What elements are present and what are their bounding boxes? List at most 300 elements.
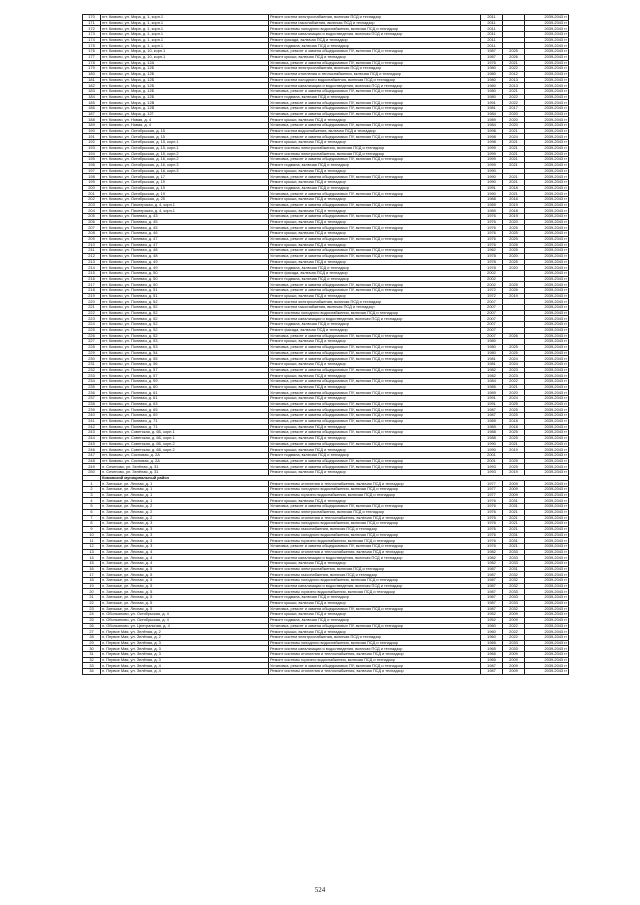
work-type-cell: Ремонт крыши, включая ПСД и технадзор bbox=[269, 600, 481, 606]
address-cell: пгт. Кимово, ул. Полевая, д. 51 bbox=[101, 293, 269, 299]
commission-year-cell: 1991 bbox=[481, 100, 503, 106]
commission-year-cell: 1978 bbox=[481, 253, 503, 259]
address-cell: пгт. Кимово, ул. Полевая, д. 47 bbox=[101, 236, 269, 242]
work-type-cell: Ремонт крыши, включая ПСД и технадзор bbox=[269, 197, 481, 203]
table-row bbox=[83, 367, 569, 373]
last-repair-year-cell: 2009 bbox=[503, 663, 525, 669]
address-cell: пгт. Кимово, ул. Новая, д. 4 bbox=[101, 123, 269, 129]
planned-period-cell: 2039-2043 гг bbox=[525, 526, 569, 532]
address-cell: п. Затишье, ул. Лесная, д. 1 bbox=[101, 487, 269, 493]
table-row bbox=[83, 652, 569, 658]
planned-period-cell: 2039-2043 гг bbox=[525, 663, 569, 669]
commission-year-cell: 1987 bbox=[481, 606, 503, 612]
last-repair-year-cell: 2020 bbox=[503, 117, 525, 123]
commission-year-cell: 2011 bbox=[481, 15, 503, 21]
commission-year-cell: 1980 bbox=[481, 350, 503, 356]
planned-period-cell: 2039-2043 гг bbox=[525, 231, 569, 237]
commission-year-cell: 2002 bbox=[481, 276, 503, 282]
last-repair-year-cell: 2033 bbox=[503, 555, 525, 561]
commission-year-cell: 2007 bbox=[481, 305, 503, 311]
planned-period-cell: 2039-2043 гг bbox=[525, 379, 569, 385]
last-repair-year-cell: 2020 bbox=[503, 123, 525, 129]
table-body-kimovo bbox=[83, 15, 569, 476]
planned-period-cell: 2039-2043 гг bbox=[525, 339, 569, 345]
address-cell: пгт. Кимово, ул. Октябрьская, д. 16, корп.3 bbox=[101, 168, 269, 174]
row-number: 227 bbox=[83, 339, 101, 345]
address-cell: пгт. Кимово, ул. Полевая, д. 49 bbox=[101, 265, 269, 271]
commission-year-cell: 1991 bbox=[481, 185, 503, 191]
table-row bbox=[83, 333, 569, 339]
table-row bbox=[83, 657, 569, 663]
commission-year-cell: 2011 bbox=[481, 37, 503, 43]
address-cell: пгт. Кимово, ул. Полевая, д. 43 bbox=[101, 214, 269, 220]
table-row bbox=[83, 447, 569, 453]
address-cell: п. Затишье, ул. Лесная, д. 5 bbox=[101, 606, 269, 612]
commission-year-cell: 1998 bbox=[481, 128, 503, 134]
planned-period-cell: 2039-2043 гг bbox=[525, 49, 569, 55]
work-type-cell: Установка, ремонт и замена общедомовых ПУ, включая ПСД и технадзор bbox=[269, 288, 481, 294]
row-number: 23 bbox=[83, 606, 101, 612]
table-row bbox=[83, 168, 569, 174]
row-number: 190 bbox=[83, 128, 101, 134]
work-type-cell: Установка, ремонт и замена общедомовых ПУ, включая ПСД и технадзор bbox=[269, 60, 481, 66]
row-number: 22 bbox=[83, 600, 101, 606]
table-row bbox=[83, 179, 569, 185]
address-cell: пгт. Кимово, ул. Октябрьская, д. 19 bbox=[101, 179, 269, 185]
address-cell: пгт. Кимово, ул. Октябрьская, д. 15, корп.2 bbox=[101, 151, 269, 157]
commission-year-cell: 1993 bbox=[481, 470, 503, 476]
work-type-cell: Ремонт системы отопления и теплоснабжения, включая ПСД и технадзор bbox=[269, 652, 481, 658]
commission-year-cell: 1960 bbox=[481, 634, 503, 640]
work-type-cell: Ремонт крыши, включая ПСД и технадзор bbox=[269, 293, 481, 299]
planned-period-cell: 2039-2043 гг bbox=[525, 561, 569, 567]
last-repair-year-cell: 2025 bbox=[503, 407, 525, 413]
address-cell: п. Первое Мая, ул. Зелёная, д. 4 bbox=[101, 663, 269, 669]
address-cell: п. Затишье, ул. Лесная, д. 1 bbox=[101, 498, 269, 504]
table-row bbox=[83, 470, 569, 476]
planned-period-cell: 2039-2043 гг bbox=[525, 179, 569, 185]
table-row bbox=[83, 396, 569, 402]
row-number: 242 bbox=[83, 424, 101, 430]
address-cell: пгт. Кимово, ул. Октябрьская, д. 15 bbox=[101, 128, 269, 134]
row-number: 205 bbox=[83, 214, 101, 220]
row-number: 192 bbox=[83, 140, 101, 146]
work-type-cell: Ремонт системы электроснабжения, включая ПСД и технадзор bbox=[269, 566, 481, 572]
commission-year-cell: 1989 bbox=[481, 202, 503, 208]
row-number: 173 bbox=[83, 32, 101, 38]
table-row bbox=[83, 617, 569, 623]
address-cell: п. Затишье, ул. Лесная, д. 4 bbox=[101, 549, 269, 555]
work-type-cell: Ремонт системы холодного водоснабжения, включая ПСД и технадзор bbox=[269, 578, 481, 584]
address-cell: пгт. Кимово, ул. Сосновая, д. 2А bbox=[101, 458, 269, 464]
address-cell: пгт. Кимово, ул. Советская, д. 6Б, корп.1 bbox=[101, 435, 269, 441]
address-cell: пгт. Кимово, ул. Полевая, д. 59 bbox=[101, 379, 269, 385]
planned-period-cell: 2039-2043 гг bbox=[525, 333, 569, 339]
last-repair-year-cell: 2021 bbox=[503, 526, 525, 532]
work-type-cell: Ремонт крыши, включая ПСД и технадзор bbox=[269, 54, 481, 60]
commission-year-cell: 1982 bbox=[481, 549, 503, 555]
table-row bbox=[83, 162, 569, 168]
row-number: 208 bbox=[83, 231, 101, 237]
commission-year-cell: 1981 bbox=[481, 106, 503, 112]
commission-year-cell: 1987 bbox=[481, 583, 503, 589]
planned-period-cell: 2039-2043 гг bbox=[525, 452, 569, 458]
last-repair-year-cell: 2009 bbox=[503, 652, 525, 658]
work-type-cell: Установка, ремонт и замена общедомовых ПУ, включая ПСД и технадзор bbox=[269, 191, 481, 197]
row-number: 9 bbox=[83, 526, 101, 532]
planned-period-cell: 2039-2043 гг bbox=[525, 197, 569, 203]
commission-year-cell: 1977 bbox=[481, 492, 503, 498]
work-type-cell: Ремонт системы электроснабжения, включая ПСД и технадзор bbox=[269, 145, 481, 151]
row-number: 231 bbox=[83, 361, 101, 367]
table-row bbox=[83, 464, 569, 470]
work-type-cell: Установка, ремонт и замена общедомовых ПУ, включая ПСД и технадзор bbox=[269, 123, 481, 129]
row-number: 233 bbox=[83, 373, 101, 379]
planned-period-cell: 2039-2043 гг bbox=[525, 151, 569, 157]
row-number: 201 bbox=[83, 191, 101, 197]
commission-year-cell: 1988 bbox=[481, 197, 503, 203]
work-type-cell: Установка, ремонт и замена общедомовых ПУ, включая ПСД и технадзор bbox=[269, 88, 481, 94]
work-type-cell: Ремонт подвала, включая ПСД и технадзор bbox=[269, 595, 481, 601]
last-repair-year-cell: 2032 bbox=[503, 606, 525, 612]
table-row bbox=[83, 663, 569, 669]
work-type-cell: Установка, ремонт и замена общедомовых ПУ, включая ПСД и технадзор bbox=[269, 413, 481, 419]
last-repair-year-cell: 2021 bbox=[503, 128, 525, 134]
row-number: 176 bbox=[83, 49, 101, 55]
last-repair-year-cell: 2017 bbox=[503, 106, 525, 112]
last-repair-year-cell: 2009 bbox=[503, 492, 525, 498]
work-type-cell: Ремонт крыши, включая ПСД и технадзор bbox=[269, 498, 481, 504]
row-number: 240 bbox=[83, 413, 101, 419]
address-cell: пгт. Кимово, ул. Полевая, д. 57 bbox=[101, 367, 269, 373]
planned-period-cell: 2039-2043 гг bbox=[525, 293, 569, 299]
planned-period-cell: 2039-2043 гг bbox=[525, 174, 569, 180]
commission-year-cell: 1989 bbox=[481, 390, 503, 396]
planned-period-cell: 2039-2043 гг bbox=[525, 15, 569, 21]
work-type-cell: Установка, ремонт и замена общедомовых ПУ, включая ПСД и технадзор bbox=[269, 401, 481, 407]
row-number: 16 bbox=[83, 566, 101, 572]
table-body-district bbox=[83, 481, 569, 674]
address-cell: п. Затишье, ул. Лесная, д. 5 bbox=[101, 600, 269, 606]
commission-year-cell: 1982 bbox=[481, 367, 503, 373]
planned-period-cell: 2039-2043 гг bbox=[525, 441, 569, 447]
planned-period-cell: 2039-2043 гг bbox=[525, 657, 569, 663]
program-table bbox=[82, 14, 569, 675]
table-row bbox=[83, 322, 569, 328]
commission-year-cell: 1978 bbox=[481, 259, 503, 265]
planned-period-cell: 2039-2043 гг bbox=[525, 242, 569, 248]
planned-period-cell: 2039-2043 гг bbox=[525, 646, 569, 652]
last-repair-year-cell: 2026 bbox=[503, 333, 525, 339]
row-number: 228 bbox=[83, 344, 101, 350]
last-repair-year-cell: 2009 bbox=[503, 657, 525, 663]
last-repair-year-cell: 2025 bbox=[503, 350, 525, 356]
planned-period-cell: 2039-2043 гг bbox=[525, 322, 569, 328]
commission-year-cell: 2007 bbox=[481, 322, 503, 328]
commission-year-cell: 1984 bbox=[481, 123, 503, 129]
last-repair-year-cell: 2020 bbox=[503, 111, 525, 117]
row-number: 28 bbox=[83, 634, 101, 640]
last-repair-year-cell: 2033 bbox=[503, 589, 525, 595]
row-number: 195 bbox=[83, 157, 101, 163]
commission-year-cell: 1980 bbox=[481, 77, 503, 83]
last-repair-year-cell: 2021 bbox=[503, 157, 525, 163]
row-number: 174 bbox=[83, 37, 101, 43]
work-type-cell: Установка, ремонт и замена общедомовых ПУ, включая ПСД и технадзор bbox=[269, 379, 481, 385]
commission-year-cell: 1987 bbox=[481, 413, 503, 419]
row-number: 25 bbox=[83, 617, 101, 623]
address-cell: пгт. Кимово, ул. Новая, д. 4 bbox=[101, 117, 269, 123]
last-repair-year-cell: 2031 bbox=[503, 504, 525, 510]
last-repair-year-cell: 2022 bbox=[503, 66, 525, 72]
work-type-cell: Ремонт системы холодного водоснабжения, включая ПСД и технадзор bbox=[269, 310, 481, 316]
table-row bbox=[83, 384, 569, 390]
commission-year-cell: 1978 bbox=[481, 265, 503, 271]
address-cell: пгт. Кимово, ул. Октябрьская, д. 15 bbox=[101, 134, 269, 140]
table-row bbox=[83, 37, 569, 43]
work-type-cell: Установка, ремонт и замена общедомовых ПУ, включая ПСД и технадзор bbox=[269, 418, 481, 424]
planned-period-cell: 2039-2043 гг bbox=[525, 111, 569, 117]
commission-year-cell: 1976 bbox=[481, 60, 503, 66]
address-cell: п. Затишье, ул. Лесная, д. 2 bbox=[101, 504, 269, 510]
work-type-cell: Установка, ремонт и замена общедомовых ПУ, включая ПСД и технадзор bbox=[269, 134, 481, 140]
table-row bbox=[83, 248, 569, 254]
work-type-cell: Ремонт крыши, включая ПСД и технадзор bbox=[269, 384, 481, 390]
commission-year-cell: 1988 bbox=[481, 435, 503, 441]
commission-year-cell: 1976 bbox=[481, 509, 503, 515]
row-number: 11 bbox=[83, 538, 101, 544]
work-type-cell: Ремонт системы отопления и теплоснабжения, включая ПСД и технадзор bbox=[269, 481, 481, 487]
table-row bbox=[83, 418, 569, 424]
last-repair-year-cell: 2026 bbox=[503, 54, 525, 60]
last-repair-year-cell: 2025 bbox=[503, 458, 525, 464]
table-row bbox=[83, 15, 569, 21]
commission-year-cell: 2007 bbox=[481, 327, 503, 333]
planned-period-cell: 2039-2043 гг bbox=[525, 504, 569, 510]
last-repair-year-cell: 2019 bbox=[503, 202, 525, 208]
row-number: 21 bbox=[83, 595, 101, 601]
last-repair-year-cell: 2020 bbox=[503, 219, 525, 225]
work-type-cell: Установка, ремонт и замена общедомовых ПУ, включая ПСД и технадзор bbox=[269, 458, 481, 464]
address-cell: пгт. Кимово, ул. Советская, д. 6Б, корп.1 bbox=[101, 430, 269, 436]
last-repair-year-cell: 2021 bbox=[503, 151, 525, 157]
table-row bbox=[83, 134, 569, 140]
commission-year-cell: 1977 bbox=[481, 481, 503, 487]
work-type-cell: Ремонт систем канализации и водоотведения, включая ПСД и технадзор bbox=[269, 32, 481, 38]
planned-period-cell: 2039-2043 гг bbox=[525, 640, 569, 646]
planned-period-cell: 2039-2043 гг bbox=[525, 253, 569, 259]
last-repair-year-cell: 2031 bbox=[503, 538, 525, 544]
row-number: 223 bbox=[83, 316, 101, 322]
planned-period-cell: 2039-2043 гг bbox=[525, 492, 569, 498]
row-number: 29 bbox=[83, 640, 101, 646]
work-type-cell: Ремонт систем холодного водоснабжения, включая ПСД и технадзор bbox=[269, 77, 481, 83]
planned-period-cell: 2039-2043 гг bbox=[525, 94, 569, 100]
planned-period-cell: 2039-2043 гг bbox=[525, 128, 569, 134]
work-type-cell: Ремонт подвала, включая ПСД и технадзор bbox=[269, 265, 481, 271]
address-cell: пгт. Кимово, ул. Полевая, д. 52 bbox=[101, 327, 269, 333]
row-number: 230 bbox=[83, 356, 101, 362]
commission-year-cell: 1984 bbox=[481, 379, 503, 385]
address-cell: п. Первое Мая, ул. Зелёная, д. 3 bbox=[101, 646, 269, 652]
row-number: 239 bbox=[83, 407, 101, 413]
work-type-cell: Ремонт крыши, включая ПСД и технадзор bbox=[269, 242, 481, 248]
planned-period-cell: 2039-2043 гг bbox=[525, 447, 569, 453]
work-type-cell: Установка, ремонт и замена общедомовых ПУ, включая ПСД и технадзор bbox=[269, 504, 481, 510]
commission-year-cell: 1987 bbox=[481, 595, 503, 601]
address-cell: пгт. Кимово, ул. Полевая, д. 55 bbox=[101, 356, 269, 362]
work-type-cell: Ремонт крыши, включая ПСД и технадзор bbox=[269, 435, 481, 441]
table-row bbox=[83, 253, 569, 259]
last-repair-year-cell: 2021 bbox=[503, 140, 525, 146]
address-cell: пгт. Кимово, ул. Мира, д. 1, корп.1 bbox=[101, 26, 269, 32]
commission-year-cell: 2007 bbox=[481, 310, 503, 316]
address-cell: пгт. Кимово, ул. Полевая, д. 52 bbox=[101, 322, 269, 328]
last-repair-year-cell: 2021 bbox=[503, 521, 525, 527]
work-type-cell: Ремонт систем электроснабжения, включая ПСД и технадзор bbox=[269, 299, 481, 305]
commission-year-cell: 1976 bbox=[481, 526, 503, 532]
commission-year-cell: 1998 bbox=[481, 140, 503, 146]
last-repair-year-cell: 2031 bbox=[503, 566, 525, 572]
work-type-cell: Установка, ремонт и замена общедомовых ПУ, включая ПСД и технадзор bbox=[269, 49, 481, 55]
work-type-cell: Установка, ремонт и замена общедомовых ПУ, включая ПСД и технадзор bbox=[269, 344, 481, 350]
row-number: 179 bbox=[83, 66, 101, 72]
table-row bbox=[83, 174, 569, 180]
commission-year-cell: 2011 bbox=[481, 20, 503, 26]
commission-year-cell: 1960 bbox=[481, 623, 503, 629]
table-row bbox=[83, 424, 569, 430]
commission-year-cell: 1976 bbox=[481, 242, 503, 248]
address-cell: пгт. Кимово, ул. Полевая, д. 52 bbox=[101, 305, 269, 311]
commission-year-cell: 1987 bbox=[481, 54, 503, 60]
planned-period-cell: 2039-2043 гг bbox=[525, 60, 569, 66]
table-row bbox=[83, 128, 569, 134]
last-repair-year-cell: 2021 bbox=[503, 179, 525, 185]
row-number: 224 bbox=[83, 322, 101, 328]
work-type-cell: Установка, ремонт и замена общедомовых ПУ, включая ПСД и технадзор bbox=[269, 333, 481, 339]
row-number: 15 bbox=[83, 561, 101, 567]
work-type-cell: Ремонт системы горячего водоснабжения, включая ПСД и технадзор bbox=[269, 492, 481, 498]
work-type-cell: Ремонт систем канализации и водоотведения, включая ПСД и технадзор bbox=[269, 83, 481, 89]
row-number: 237 bbox=[83, 396, 101, 402]
planned-period-cell: 2039-2043 гг bbox=[525, 327, 569, 333]
planned-period-cell: 2039-2043 гг bbox=[525, 106, 569, 112]
work-type-cell: Ремонт крыши, включая ПСД и технадзор bbox=[269, 231, 481, 237]
table-row bbox=[83, 413, 569, 419]
commission-year-cell: 1965 bbox=[481, 652, 503, 658]
table-row bbox=[83, 185, 569, 191]
planned-period-cell: 2039-2043 гг bbox=[525, 310, 569, 316]
last-repair-year-cell: 2019 bbox=[503, 214, 525, 220]
work-type-cell: Установка, ремонт и замена общедомовых ПУ, включая ПСД и технадзор bbox=[269, 367, 481, 373]
commission-year-cell: 1990 bbox=[481, 441, 503, 447]
table-row bbox=[83, 26, 569, 32]
commission-year-cell: 1976 bbox=[481, 538, 503, 544]
commission-year-cell: 1960 bbox=[481, 629, 503, 635]
commission-year-cell: 1976 bbox=[481, 532, 503, 538]
commission-year-cell: 1980 bbox=[481, 83, 503, 89]
address-cell: п. Затишье, ул. Лесная, д. 3 bbox=[101, 532, 269, 538]
address-cell: пгт. Кимово, ул. Мира, д. 1, корп.1 bbox=[101, 32, 269, 38]
planned-period-cell: 2039-2043 гг bbox=[525, 100, 569, 106]
planned-period-cell: 2039-2043 гг bbox=[525, 134, 569, 140]
work-type-cell: Ремонт системы отопления и теплоснабжения, включая ПСД и технадзор bbox=[269, 515, 481, 521]
address-cell: п. Затишье, ул. Лесная, д. 4 bbox=[101, 561, 269, 567]
last-repair-year-cell: 2020 bbox=[503, 265, 525, 271]
address-cell: п. Сеченово, ул. Зелёная, д. 31 bbox=[101, 470, 269, 476]
commission-year-cell: 1962 bbox=[481, 248, 503, 254]
address-cell: пгт. Кимово, ул. Полевая, д. 71 bbox=[101, 424, 269, 430]
planned-period-cell: 2039-2043 гг bbox=[525, 316, 569, 322]
address-cell: п. Первое Мая, ул. Зелёная, д. 3 bbox=[101, 652, 269, 658]
row-number: 6 bbox=[83, 509, 101, 515]
row-number: 207 bbox=[83, 225, 101, 231]
table-row bbox=[83, 634, 569, 640]
address-cell: пгт. Кимово, ул. Октябрьская, д. 16, корп.2 bbox=[101, 157, 269, 163]
last-repair-year-cell: 2026 bbox=[503, 242, 525, 248]
table-row bbox=[83, 276, 569, 282]
row-number: 170 bbox=[83, 15, 101, 21]
table-row bbox=[83, 219, 569, 225]
work-type-cell: Ремонт системы отопления и теплоснабжения, включая ПСД и технадзор bbox=[269, 669, 481, 675]
commission-year-cell: 1976 bbox=[481, 214, 503, 220]
work-type-cell: Ремонт системы холодного водоснабжения, включая ПСД и технадзор bbox=[269, 26, 481, 32]
last-repair-year-cell: 2025 bbox=[503, 259, 525, 265]
table-row bbox=[83, 612, 569, 618]
planned-period-cell: 2039-2043 гг bbox=[525, 361, 569, 367]
table-row bbox=[83, 379, 569, 385]
planned-period-cell: 2039-2043 гг bbox=[525, 652, 569, 658]
planned-period-cell: 2039-2043 гг bbox=[525, 583, 569, 589]
row-number: 209 bbox=[83, 236, 101, 242]
last-repair-year-cell: 2009 bbox=[503, 487, 525, 493]
commission-year-cell: 1980 bbox=[481, 71, 503, 77]
commission-year-cell: 1952 bbox=[481, 617, 503, 623]
row-number: 171 bbox=[83, 20, 101, 26]
address-cell: пгт. Кимово, ул. Октябрьская, д. 16, корп.3 bbox=[101, 162, 269, 168]
row-number: 24 bbox=[83, 612, 101, 618]
row-number: 217 bbox=[83, 282, 101, 288]
commission-year-cell: 1972 bbox=[481, 288, 503, 294]
commission-year-cell: 1991 bbox=[481, 396, 503, 402]
address-cell: пгт. Кимово, ул. Полевая, д. 47 bbox=[101, 242, 269, 248]
work-type-cell: Установка, ремонт и замена общедомовых ПУ, включая ПСД и технадзор bbox=[269, 606, 481, 612]
work-type-cell: Ремонт крыши, включая ПСД и технадзор bbox=[269, 208, 481, 214]
last-repair-year-cell: 2019 bbox=[503, 447, 525, 453]
work-type-cell: Установка, ремонт и замена общедомовых ПУ, включая ПСД и технадзор bbox=[269, 441, 481, 447]
row-number: 203 bbox=[83, 202, 101, 208]
work-type-cell: Ремонт подвала, включая ПСД и технадзор bbox=[269, 452, 481, 458]
work-type-cell: Установка, ремонт и замена общедомовых ПУ, включая ПСД и технадзор bbox=[269, 157, 481, 163]
row-number: 27 bbox=[83, 629, 101, 635]
row-number: 250 bbox=[83, 470, 101, 476]
commission-year-cell: 1980 bbox=[481, 344, 503, 350]
planned-period-cell: 2039-2043 гг bbox=[525, 305, 569, 311]
last-repair-year-cell: 2032 bbox=[503, 578, 525, 584]
last-repair-year-cell: 2021 bbox=[503, 384, 525, 390]
row-number: 183 bbox=[83, 88, 101, 94]
row-number: 196 bbox=[83, 162, 101, 168]
last-repair-year-cell: 2018 bbox=[503, 418, 525, 424]
table-row bbox=[83, 316, 569, 322]
row-number: 235 bbox=[83, 384, 101, 390]
last-repair-year-cell: 2025 bbox=[503, 225, 525, 231]
commission-year-cell: 1990 bbox=[481, 174, 503, 180]
row-number: 180 bbox=[83, 71, 101, 77]
section-title: Кимовский муниципальный район bbox=[101, 475, 569, 481]
commission-year-cell: 2011 bbox=[481, 32, 503, 38]
commission-year-cell: 1993 bbox=[481, 464, 503, 470]
